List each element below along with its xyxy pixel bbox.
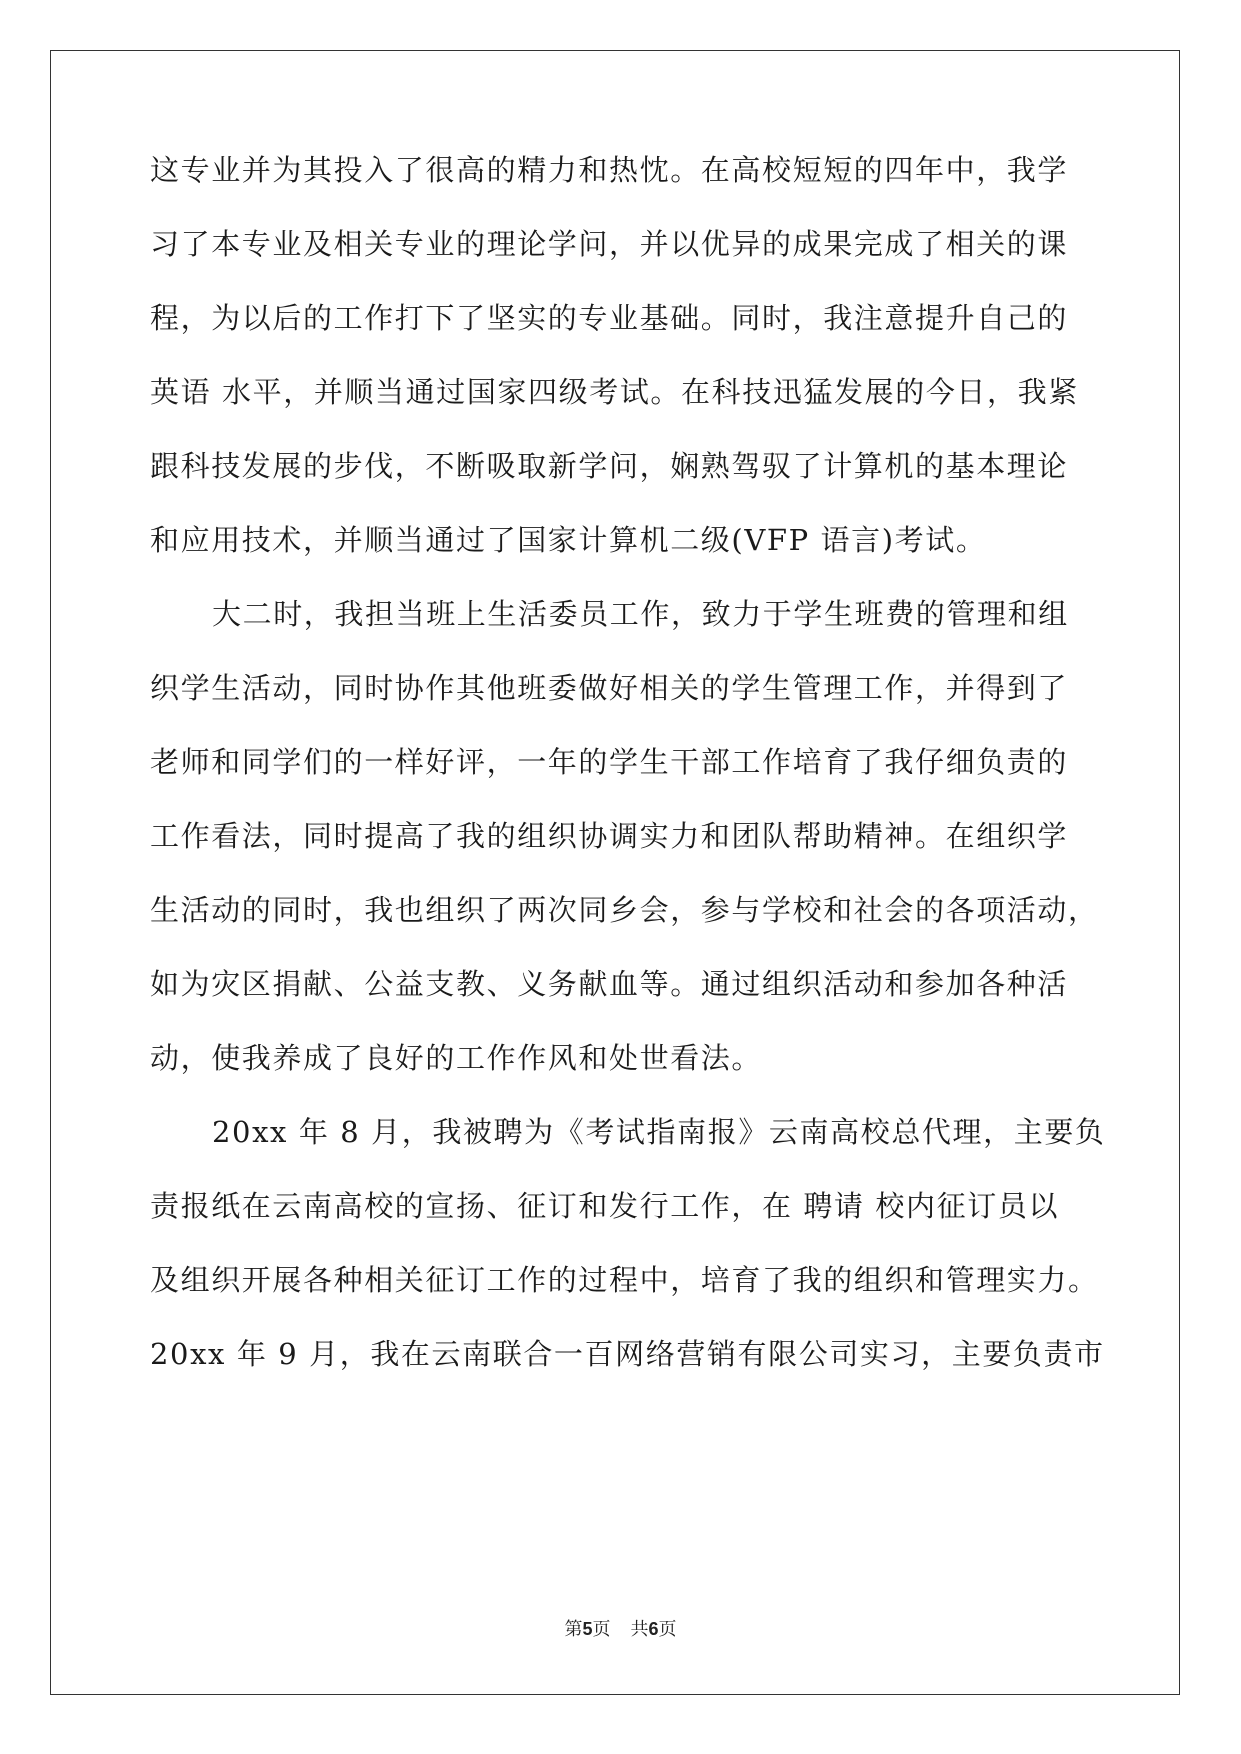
total-pages: 6: [648, 1619, 659, 1639]
text-line: 和应用技术，并顺当通过了国家计算机二级(VFP 语言)考试。: [150, 523, 987, 557]
text-line: 老师和同学们的一样好评，一年的学生干部工作培育了我仔细负责的: [150, 745, 1069, 779]
text-line: 动，使我养成了良好的工作作风和处世看法。: [150, 1041, 763, 1075]
text-line: 如为灾区捐献、公益支教、义务献血等。通过组织活动和参加各种活: [150, 967, 1069, 1001]
text-line: 习了本专业及相关专业的理论学问，并以优异的成果完成了相关的课: [150, 227, 1069, 261]
page-suffix: 页: [592, 1619, 611, 1639]
text-line: 织学生活动，同时协作其他班委做好相关的学生管理工作，并得到了: [150, 671, 1069, 705]
text-line: 20xx 年 9 月，我在云南联合一百网络营销有限公司实习，主要负责市: [150, 1337, 1105, 1371]
text-line: 跟科技发展的步伐，不断吸取新学问，娴熟驾驭了计算机的基本理论: [150, 449, 1069, 483]
text-line: 这专业并为其投入了很高的精力和热忱。在高校短短的四年中，我学: [150, 153, 1069, 187]
text-line: 工作看法，同时提高了我的组织协调实力和团队帮助精神。在组织学: [150, 819, 1069, 853]
page-footer: [0, 1617, 1241, 1641]
page-prefix: 第: [564, 1619, 583, 1639]
page-number: 5: [582, 1619, 593, 1639]
text-line: 责报纸在云南高校的宣扬、征订和发行工作，在 聘请 校内征订员以: [150, 1189, 1060, 1223]
text-line: 及组织开展各种相关征订工作的过程中，培育了我的组织和管理实力。: [150, 1263, 1099, 1297]
total-suffix: 页: [658, 1619, 677, 1639]
total-prefix: 共: [630, 1619, 649, 1639]
paragraph-start-line: 大二时，我担当班上生活委员工作，致力于学生班费的管理和组: [212, 597, 1069, 631]
page-border: [50, 50, 1180, 1695]
text-line: 英语 水平，并顺当通过国家四级考试。在科技迅猛发展的今日，我紧: [150, 375, 1079, 409]
text-line: 程，为以后的工作打下了坚实的专业基础。同时，我注意提升自己的: [150, 301, 1069, 335]
text-line: 生活动的同时，我也组织了两次同乡会，参与学校和社会的各项活动，: [150, 893, 1099, 927]
paragraph-start-line: 20xx 年 8 月，我被聘为《考试指南报》云南高校总代理，主要负: [212, 1115, 1106, 1149]
